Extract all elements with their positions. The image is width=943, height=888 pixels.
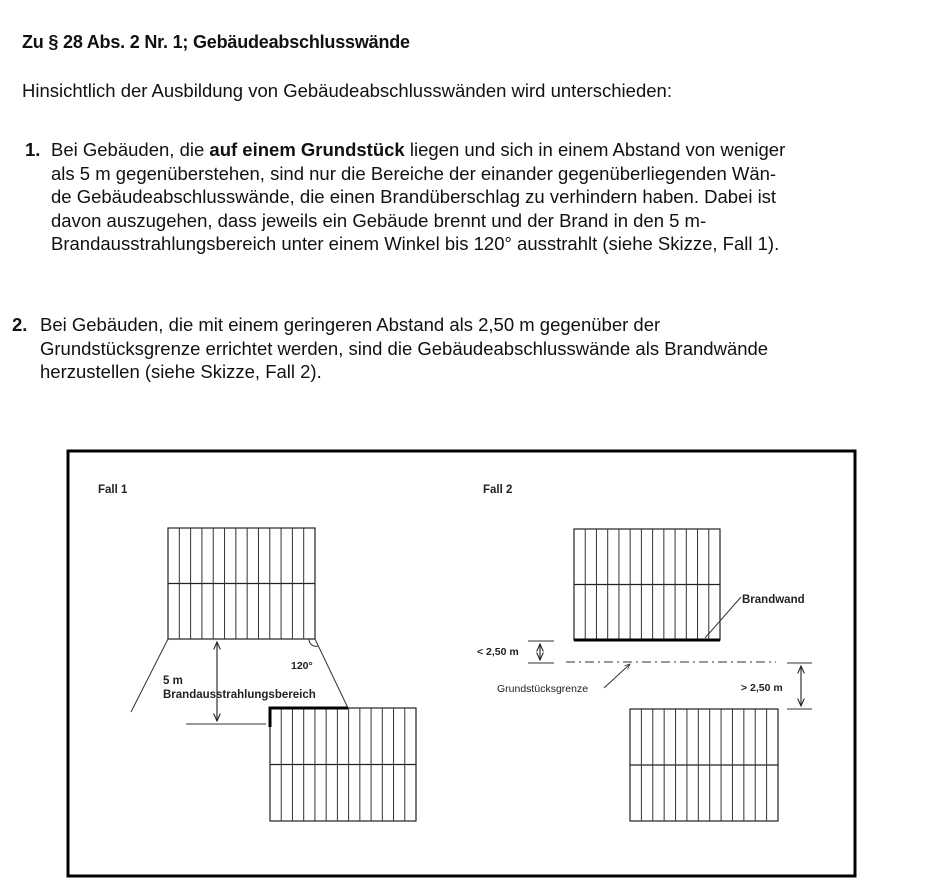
fall-2-group: [477, 484, 812, 821]
angle-label: 120°: [291, 660, 313, 672]
item-number: 1.: [25, 139, 41, 160]
item-line: Bei Gebäuden, die mit einem geringeren Abstand als 2,50 m gegenüber der: [40, 314, 661, 335]
boundary-label: Grundstücksgrenze: [497, 683, 589, 695]
zone-label: Brandausstrahlungsbereich: [163, 689, 316, 701]
distance-label-5m: 5 m: [163, 675, 183, 687]
sketch-frame: [68, 451, 855, 876]
item-line: de Gebäudeabschlusswände, die einen Brandüberschlag zu verhindern haben. Dabei ist: [51, 186, 777, 207]
item-number: 2.: [12, 314, 28, 335]
fall-1-neighbor-building: [270, 708, 416, 821]
text-run: liegen und sich in einem Abstand von weniger: [404, 139, 786, 160]
item-line: Grundstücksgrenze errichtet werden, sind die Gebäudeabschlusswände als Brandwände: [40, 337, 769, 359]
fall-2-building-near-boundary: [574, 529, 720, 640]
firewall-leader: [705, 597, 741, 638]
fall-2-building-far: [630, 709, 778, 821]
firewall-label: Brandwand: [742, 594, 805, 606]
boundary-leader: [604, 664, 630, 688]
less-distance-label: < 2,50 m: [477, 646, 519, 658]
item-line: herzustellen (siehe Skizze, Fall 2).: [40, 361, 322, 382]
text-run: Bei Gebäuden, die: [51, 139, 210, 160]
greater-distance-label: > 2,50 m: [741, 682, 783, 694]
radiation-cone-right-edge: [315, 639, 348, 708]
fall-1-title: Fall 1: [98, 484, 128, 496]
fall-2-title: Fall 2: [483, 484, 513, 496]
item-line: davon auszugehen, dass jeweils ein Gebäude brennt und der Brand in den 5 m-: [51, 209, 707, 231]
fall-1-burning-building: [168, 528, 315, 639]
item-line: Brandausstrahlungsbereich unter einem Winkel bis 120° ausstrahlt (siehe Skizze, Fall 1).: [51, 233, 780, 254]
bold-text-run: auf einem Grundstück: [209, 139, 405, 160]
item-line: als 5 m gegenüberstehen, sind nur die Bereiche der einander gegenüberliegenden Wän-: [51, 162, 777, 184]
section-heading: Zu § 28 Abs. 2 Nr. 1; Gebäudeabschlusswände: [22, 32, 410, 52]
fall-1-group: [98, 484, 416, 821]
intro-text: Hinsichtlich der Ausbildung von Gebäudeabschlusswänden wird unterschieden:: [22, 80, 672, 101]
